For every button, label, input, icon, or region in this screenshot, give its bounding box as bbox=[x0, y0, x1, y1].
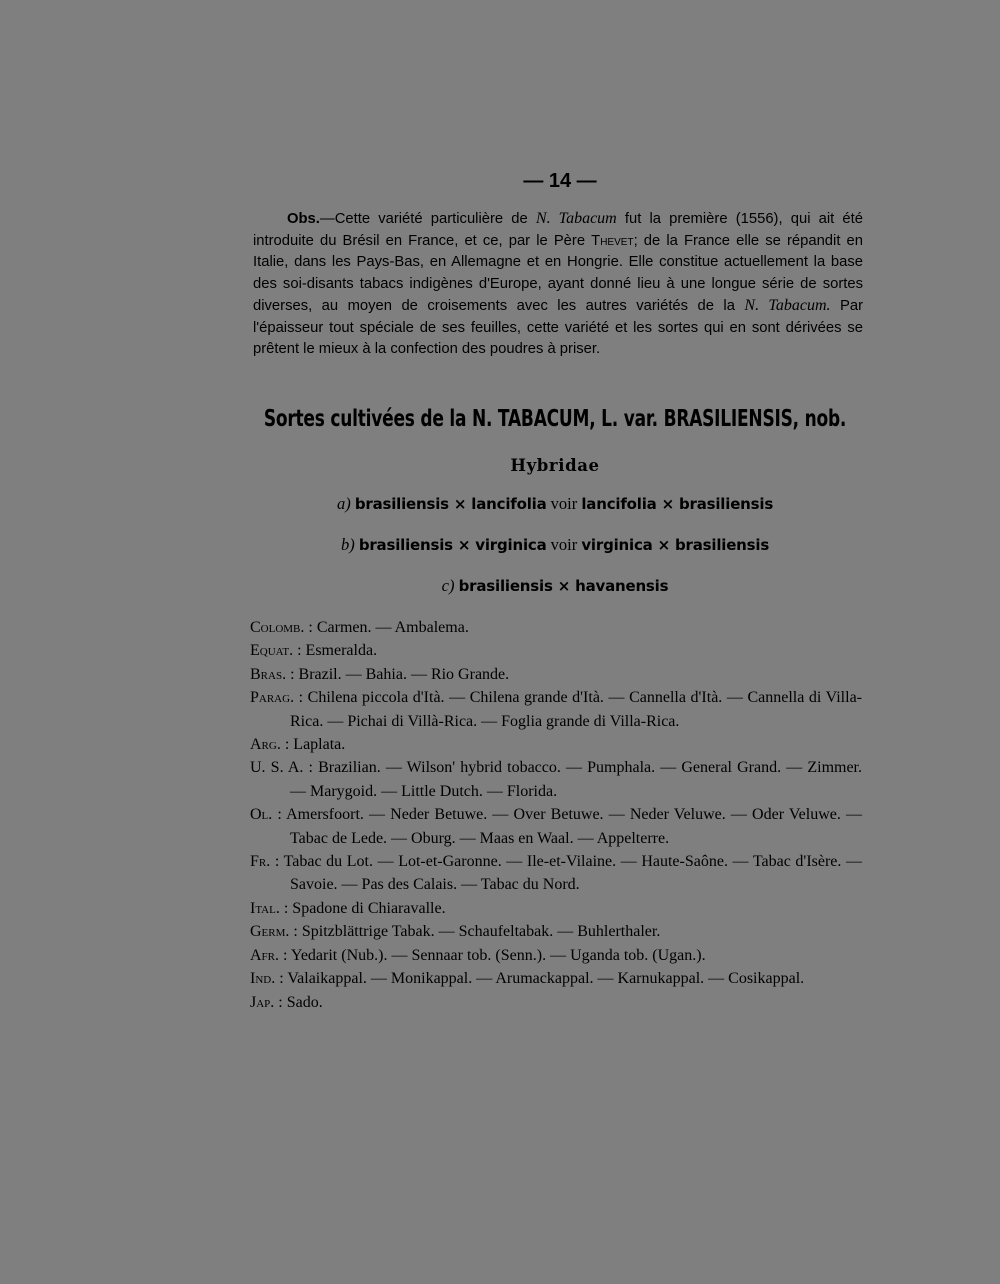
list-item bbox=[250, 967, 862, 990]
section-heading: Sortes cultivées de la N. TABACUM, L. var. BRASILIENSIS, nob. bbox=[263, 406, 847, 432]
country-code: Fr. bbox=[250, 853, 271, 871]
obs-dash: — bbox=[319, 211, 335, 227]
variety-names: : Laplata. bbox=[280, 736, 346, 754]
variety-names: : Carmen. — Ambalema. bbox=[304, 619, 469, 636]
list-item bbox=[250, 850, 862, 897]
country-code: Jap. bbox=[250, 993, 275, 1011]
country-code: Ital. bbox=[250, 899, 280, 917]
country-code: Ind. bbox=[250, 970, 276, 988]
hybrid-line-b bbox=[0, 535, 1000, 555]
country-code: Afr. bbox=[250, 946, 280, 964]
obs-text-4: Par l'épaisseur tout spéciale de ses feuilles, cette variété et les sortes qui en sont dérivées se prêtent le mieux à la confection des poudres à priser. bbox=[253, 298, 863, 357]
obs-lead: Obs. bbox=[287, 211, 320, 227]
obs-text-1: Cette variété particulière de bbox=[334, 211, 536, 227]
variety-names: : Brazilian. — Wilson' hybrid tobacco. — Pumphala. — General Grand. — Zimmer. — Marygoid. — Little Dutch. — Florida. bbox=[290, 759, 863, 800]
country-code: Germ. bbox=[250, 923, 290, 941]
section-subheading: Hybridae bbox=[510, 456, 600, 475]
variety-names: : Esmeralda. bbox=[293, 642, 378, 660]
observation-paragraph bbox=[253, 208, 863, 361]
list-item bbox=[250, 733, 862, 756]
list-item bbox=[250, 639, 862, 662]
hybrid-see: voir bbox=[546, 535, 582, 554]
hybrid-line-a bbox=[0, 494, 1000, 514]
list-item bbox=[250, 897, 862, 920]
list-item bbox=[250, 686, 862, 733]
variety-names: : Sado. bbox=[274, 993, 323, 1011]
variety-names: : Brazil. — Bahia. — Rio Grande. bbox=[286, 665, 510, 683]
obs-author-name: Thevet bbox=[591, 232, 634, 249]
list-item bbox=[250, 756, 862, 803]
list-item bbox=[250, 663, 862, 686]
variety-names: : Amersfoort. — Neder Betuwe. — Over Betuwe. — Neder Veluwe. — Oder Veluwe. — Tabac de Lede. — Oburg. — Maas en Waal. — Appelterre. bbox=[272, 806, 862, 847]
country-code: U. S. A. bbox=[250, 759, 304, 777]
variety-names: : Chilena piccola d'Ità. — Chilena grande d'Ità. — Cannella d'Ità. — Cannella di Villa-Rica. — Pichai di Villà-Rica. — Foglia grande di Villa-Rica. bbox=[290, 689, 862, 730]
hybrid-cross: brasiliensis × lancifolia bbox=[354, 495, 547, 513]
hybrid-cross: brasiliensis × havanensis bbox=[458, 577, 669, 595]
country-code: Colomb. bbox=[250, 619, 305, 636]
hybrid-letter: b) bbox=[340, 535, 355, 554]
country-code: Ol. bbox=[250, 806, 273, 824]
obs-text-2: fut la première (1556), qui ait été introduite du Brésil en France, et ce, par le Père bbox=[253, 211, 863, 249]
hybrid-cross-ref: virginica × brasiliensis bbox=[581, 536, 770, 554]
list-item bbox=[250, 616, 862, 639]
variety-names: : Tabac du Lot. — Lot-et-Garonne. — Ile-et-Vilaine. — Haute-Saône. — Tabac d'Isère. — Savoie. — Pas des Calais. — Tabac du Nord. bbox=[270, 853, 862, 894]
hybrid-letter: a) bbox=[336, 494, 351, 513]
variety-names: : Spadone di Chiaravalle. bbox=[279, 899, 446, 917]
variety-names: : Yedarit (Nub.). — Sennaar tob. (Senn.). — Uganda tob. (Ugan.). bbox=[279, 946, 706, 964]
hybrid-cross-ref: lancifolia × brasiliensis bbox=[581, 495, 774, 513]
hybrid-line-c bbox=[0, 576, 1000, 596]
country-code: Bras. bbox=[250, 665, 287, 683]
country-code: Parag. bbox=[250, 689, 295, 707]
obs-species-1: N. Tabacum bbox=[535, 210, 617, 227]
variety-names: : Spitzblättrige Tabak. — Schaufeltabak. — Buhlerthaler. bbox=[289, 923, 661, 941]
hybrid-cross: brasiliensis × virginica bbox=[358, 536, 547, 554]
country-code: Arg. bbox=[250, 736, 281, 754]
variety-names: : Valaikappal. — Monikappal. — Arumackappal. — Karnukappal. — Cosikappal. bbox=[275, 970, 805, 988]
list-item bbox=[250, 944, 862, 967]
list-item bbox=[250, 920, 862, 943]
list-item bbox=[250, 991, 862, 1014]
country-varieties-list bbox=[250, 616, 862, 1014]
hybrid-see: voir bbox=[546, 494, 582, 513]
page-number: — 14 — bbox=[523, 170, 597, 192]
list-item bbox=[250, 803, 862, 850]
country-code: Equat. bbox=[250, 642, 294, 660]
obs-species-2: N. Tabacum. bbox=[744, 297, 831, 314]
obs-text-3: ; de la France elle se répandit en Italie, dans les Pays-Bas, en Allemagne et en Hongrie. Elle constitue actuellement la base des soi-disants tabacs indigènes d'Europe, ayant donné lieu à une longue série de sortes diverses, au moyen de croisements avec les autres variétés de la bbox=[253, 232, 863, 314]
hybrid-letter: c) bbox=[441, 576, 455, 595]
